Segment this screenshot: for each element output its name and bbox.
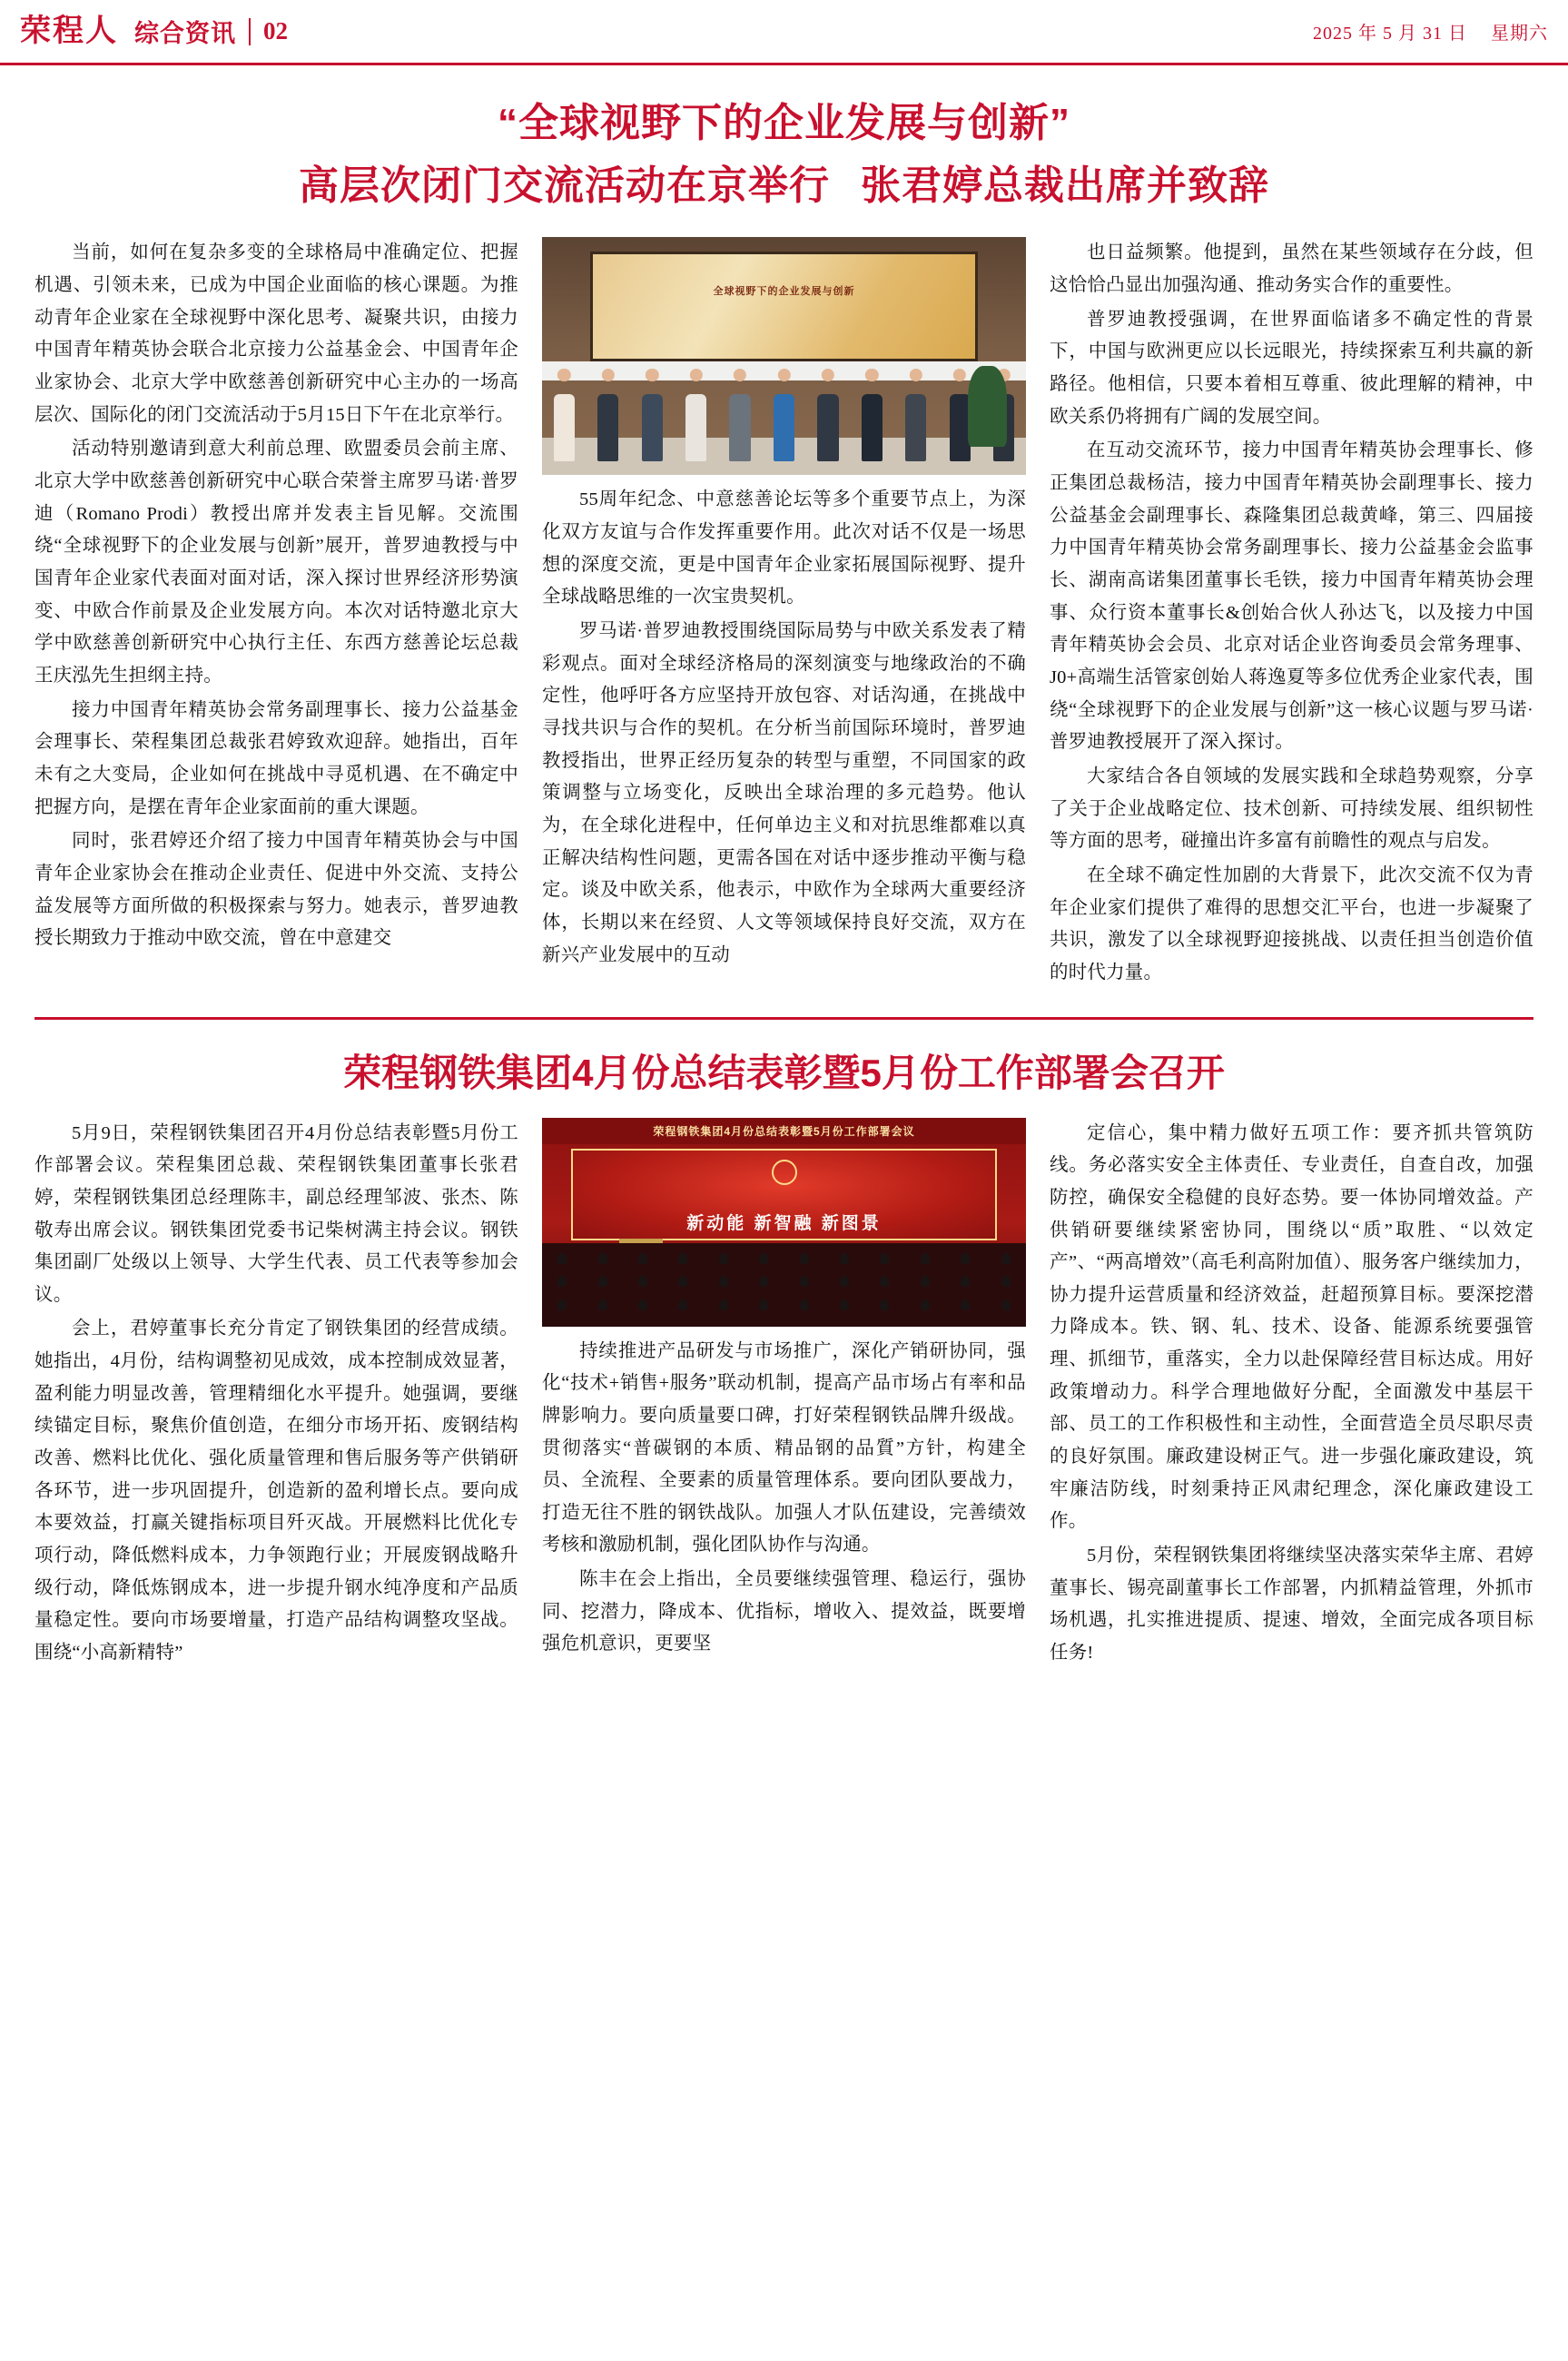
article1-c3-p1: 也日益频繁。他提到，虽然在某些领域存在分歧，但这恰恰凸显出加强沟通、推动务实合作的重要性。: [1050, 242, 1533, 296]
article1-column-3: [1050, 237, 1533, 991]
issue-date: [1313, 18, 1548, 44]
section-name: 综合资讯: [134, 20, 236, 47]
article2-column-1: [35, 1118, 518, 1672]
article1-c3-p5: 在全球不确定性加剧的大背景下，此次交流不仅为青年企业家们提供了难得的思想交汇平台，也进一步凝聚了共识，激发了以全球视野迎接挑战、以责任担当创造价值的时代力量。: [1050, 864, 1533, 983]
page-separator: [249, 18, 251, 45]
company-logo-icon: [772, 1160, 797, 1185]
photo-slogan: 新动能 新智融 新图景: [686, 1213, 882, 1233]
masthead: [0, 0, 1568, 65]
article1-headline-line2-b: 张君婷总裁出席并致辞: [861, 163, 1269, 208]
article1-columns: [35, 237, 1533, 991]
photo-banner-caption: 荣程钢铁集团4月份总结表彰暨5月份工作部署会议: [542, 1118, 1026, 1145]
publication-logo: [20, 16, 118, 47]
article2-c2-p1: 持续推进产品研发与市场推广，深化产销研协同，强化“技术+销售+服务”联动机制，提高产品市场占有率和品牌影响力。要向质量要口碑，打好荣程钢铁品牌升级战。贯彻落实“普碳钢的本质、精品钢的品質”方针，构建全员、全流程、全要素的质量管理体系。要向团队要战力，打造无往不胜的钢铁战队。加强人才队伍建设，完善绩效考核和激励机制，强化团队协作与沟通。: [542, 1340, 1026, 1556]
logo-text: 荣程人: [20, 14, 118, 48]
article1-c3-p3: 在互动交流环节，接力中国青年精英协会理事长、修正集团总裁杨洁，接力中国青年精英协会副理事长、接力公益基金会副理事长、森隆集团总裁黄峰，第三、四届接力中国青年精英协会常务副理事长、接力公益基金会监事长、湖南高诺集团董事长毛铁，接力中国青年精英协会理事、众行资本董事长&创始合伙人孙达飞，以及接力中国青年精英协会会员、北京对话企业咨询委员会常务理事、J0+高端生活管家创始人蒋逸夏等多位优秀企业家代表，围绕“全球视野下的企业发展与创新”这一核心议题与罗马诺·普罗迪教授展开了深入探讨。: [1050, 440, 1533, 753]
article1-column-2: [542, 237, 1026, 973]
photo-people-row: [552, 342, 1017, 461]
article1-c3-p4: 大家结合各自领域的发展实践和全球趋势观察，分享了关于企业战略定位、技术创新、可持续发展、组织韧性等方面的思考，碰撞出许多富有前瞻性的观点与启发。: [1050, 766, 1533, 852]
article1-c3-p2: 普罗迪教授强调，在世界面临诸多不确定性的背景下，中国与欧洲更应以长远眼光，持续探索互利共赢的新路径。他相信，只要本着相互尊重、彼此理解的精神，中欧关系仍将拥有广阔的发展空间。: [1050, 309, 1533, 427]
article2-c1-p2: 会上，君婷董事长充分肯定了钢铁集团的经营成绩。她指出，4月份，结构调整初见成效，成本控制成效显著，盈利能力明显改善，管理精细化水平提升。她强调，要继续锚定目标，聚焦价值创造，在细分市场开拓、废钢结构改善、燃料比优化、强化质量管理和售后服务等产供销研各环节，进一步巩固提升，创造新的盈利增长点。要向成本要效益，打赢关键指标项目歼灭战。开展燃料比优化专项行动，降低燃料成本，力争领跑行业；开展废钢战略升级行动，降低炼钢成本，进一步提升钢水纯净度和产品质量稳定性。要向市场要增量，打造产品结构调整攻坚战。围绕“小高新精特”: [35, 1319, 518, 1664]
article2-c1-p1: 5月9日，荣程钢铁集团召开4月份总结表彰暨5月份工作部署会议。荣程集团总裁、荣程钢铁集团董事长张君婷，荣程钢铁集团总经理陈丰，副总经理邹波、张杰、陈敬寿出席会议。钢铁集团党委书记柴树满主持会议。钢铁集团副厂处级以上领导、大学生代表、员工代表等参加会议。: [35, 1122, 518, 1305]
article1-c1-p2: 活动特别邀请到意大利前总理、欧盟委员会前主席、北京大学中欧慈善创新研究中心联合荣誉主席罗马诺·普罗迪（Romano Prodi）教授出席并发表主旨见解。交流围绕“全球视野下的企业发展与创新”展开，普罗迪教授与中国青年企业家代表面对面对话，深入探讨世界经济形势演变、中欧合作前景及企业发展方向。本次对话特邀北京大学中欧慈善创新研究中心执行主任、东西方慈善论坛总裁王庆泓先生担纲主持。: [35, 439, 518, 686]
photo-screen-caption: 全球视野下的企业发展与创新: [713, 286, 855, 298]
article1-headline-line1: “全球视野下的企业发展与创新”: [498, 101, 1070, 145]
article2-c3-p2: 5月份，荣程钢铁集团将继续坚决落实荣华主席、君婷董事长、锡亮副董事长工作部署，内抓精益管理，外抓市场机遇，扎实推进提质、提速、增效，全面完成各项目标任务!: [1050, 1546, 1533, 1664]
article1-headline-line2: [35, 159, 1533, 214]
article2-column-3: [1050, 1118, 1533, 1672]
article1-c1-p4: 同时，张君婷还介绍了接力中国青年精英协会与中国青年企业家协会在推动企业责任、促进中外交流、支持公益发展等方面所做的积极探索与努力。她表示，普罗迪教授长期致力于推动中欧交流，曾在中意建交: [35, 831, 518, 949]
article1-c2-p2: 罗马诺·普罗迪教授围绕国际局势与中欧关系发表了精彩观点。面对全球经济格局的深刻演变与地缘政治的不确定性，他呼吁各方应坚持开放包容、对话沟通，在挑战中寻找共识与合作的契机。在分析当前国际环境时，普罗迪教授指出，世界正经历复杂的转型与重塑，不同国家的政策调整与立场变化，反映出全球治理的多元趋势。他认为，在全球化进程中，任何单边主义和对抗思维都难以真正解决结构性问题，更需各国在对话中逐步推动平衡与稳定。谈及中欧关系，他表示，中欧作为全球两大重要经济体，长期以来在经贸、人文等领域保持良好交流，双方在新兴产业发展中的互动: [542, 621, 1026, 965]
article1-c2-p1: 55周年纪念、中意慈善论坛等多个重要节点上，为深化双方友谊与合作发挥重要作用。此次对话不仅是一场思想的深度交流，更是中国青年企业家拓展国际视野、提升全球战略思维的一次宝贵契机。: [542, 489, 1026, 608]
photo-audience: [542, 1243, 1026, 1327]
article2-columns: [35, 1118, 1533, 1672]
article1-photo-group: [542, 237, 1026, 475]
article2-column-2: [542, 1118, 1026, 1664]
article-steel-meeting: [0, 1020, 1568, 1672]
article2-headline: 荣程钢铁集团4月份总结表彰暨5月份工作部署会召开: [343, 1051, 1225, 1094]
article-global-vision: [0, 65, 1568, 1020]
article2-photo-meeting: [542, 1118, 1026, 1327]
article1-c1-p3: 接力中国青年精英协会常务副理事长、接力公益基金会理事长、荣程集团总裁张君婷致欢迎辞。她指出，百年未有之大变局，企业如何在挑战中寻觅机遇、在不确定中把握方向，是摆在青年企业家面前的重大课题。: [35, 699, 518, 817]
article1-c1-p1: 当前，如何在复杂多变的全球格局中准确定位、把握机遇、引领未来，已成为中国企业面临的核心课题。为推动青年企业家在全球视野中深化思考、凝聚共识，由接力中国青年精英协会联合北京接力公益基金会、中国青年企业家协会、北京大学中欧慈善创新研究中心主办的一场高层次、国际化的闭门交流活动于5月15日下午在北京举行。: [35, 242, 518, 425]
photo-plant-decor: [968, 366, 1007, 447]
article2-headline-block: [35, 1020, 1533, 1118]
article1-column-1: [35, 237, 518, 956]
date-text: 2025 年 5 月 31 日: [1313, 24, 1467, 44]
page-number: 02: [263, 17, 288, 44]
article1-headline-line2-a: 高层次闭门交流活动在京举行: [299, 163, 830, 208]
weekday-text: 星期六: [1491, 24, 1548, 44]
article2-c3-p1: 定信心，集中精力做好五项工作：要齐抓共管筑防线。务必落实安全主体责任、专业责任，自查自改，加强防控，确保安全稳健的良好态势。要一体协同增效益。产供销研要继续紧密协同，围绕以“质”取胜、“以效定产”、“两高增效”（高毛利高附加值）、服务客户继续加力，协力提升运营质量和经济效益，赶超预算目标。要深挖潜力降成本。铁、钢、轧、技术、设备、能源系统要强管理、抓细节，重落实，全力以赴保障经营目标达成。用好政策增动力。科学合理地做好分配，全面激发中基层干部、员工的工作积极性和主动性，全面营造全员尽职尽责的良好氛围。廉政建设树正气。进一步强化廉政建设，筑牢廉洁防线，时刻秉持正风肃纪理念，深化廉政建设工作。: [1050, 1122, 1533, 1532]
article2-c2-p2: 陈丰在会上指出，全员要继续强管理、稳运行，强协同、挖潜力，降成本、优指标，增收入、提效益，既要增强危机意识，更要坚: [542, 1569, 1026, 1655]
article1-headline-block: [35, 65, 1533, 237]
